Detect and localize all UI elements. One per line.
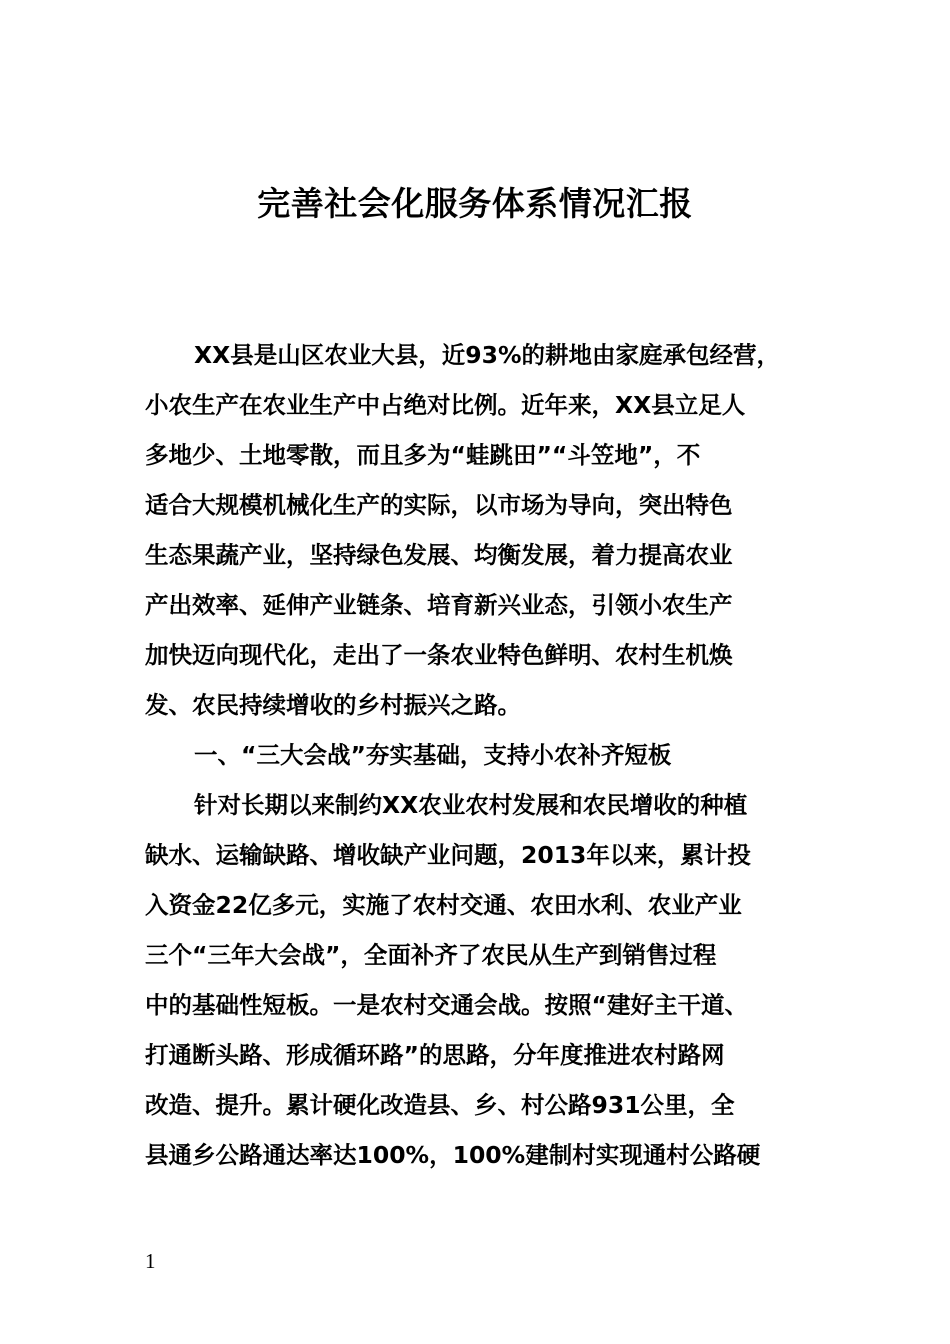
paragraph-line: 入资金22亿多元，实施了农村交通、农田水利、农业产业: [145, 891, 742, 919]
paragraph-line: 缺水、运输缺路、增收缺产业问题，2013年以来，累计投: [145, 841, 751, 869]
paragraph-line: 中的基础性短板。一是农村交通会战。按照“建好主干道、: [145, 991, 748, 1019]
paragraph-line: 加快迈向现代化，走出了一条农业特色鲜明、农村生机焕: [145, 641, 733, 669]
document-body: [145, 330, 825, 1180]
section-heading: 一、“三大会战”夯实基础，支持小农补齐短板: [194, 741, 672, 769]
paragraph-line: 发、农民持续增收的乡村振兴之路。: [145, 691, 521, 719]
page-number: 1: [145, 1249, 156, 1273]
paragraph-line: 多地少、土地零散，而且多为“蛙跳田”“斗笠地”，不: [145, 441, 701, 469]
paragraph-line: 县通乡公路通达率达100%，100%建制村实现通村公路硬: [145, 1141, 761, 1169]
paragraph-line: XX县是山区农业大县，近93%的耕地由家庭承包经营，: [194, 341, 780, 369]
paragraph-line: 打通断头路、形成循环路”的思路，分年度推进农村路网: [145, 1041, 725, 1069]
paragraph-line: 三个“三年大会战”，全面补齐了农民从生产到销售过程: [145, 941, 717, 969]
paragraph-line: 针对长期以来制约XX农业农村发展和农民增收的种植: [194, 791, 748, 819]
paragraph-line: 小农生产在农业生产中占绝对比例。近年来，XX县立足人: [145, 391, 746, 419]
paragraph-line: 适合大规模机械化生产的实际，以市场为导向，突出特色: [145, 491, 733, 519]
paragraph-line: 改造、提升。累计硬化改造县、乡、村公路931公里，全: [145, 1091, 735, 1119]
document-title: 完善社会化服务体系情况汇报: [257, 184, 693, 223]
paragraph-line: 生态果蔬产业，坚持绿色发展、均衡发展，着力提高农业: [145, 541, 733, 569]
paragraph-line: 产出效率、延伸产业链条、培育新兴业态，引领小农生产: [145, 591, 733, 619]
